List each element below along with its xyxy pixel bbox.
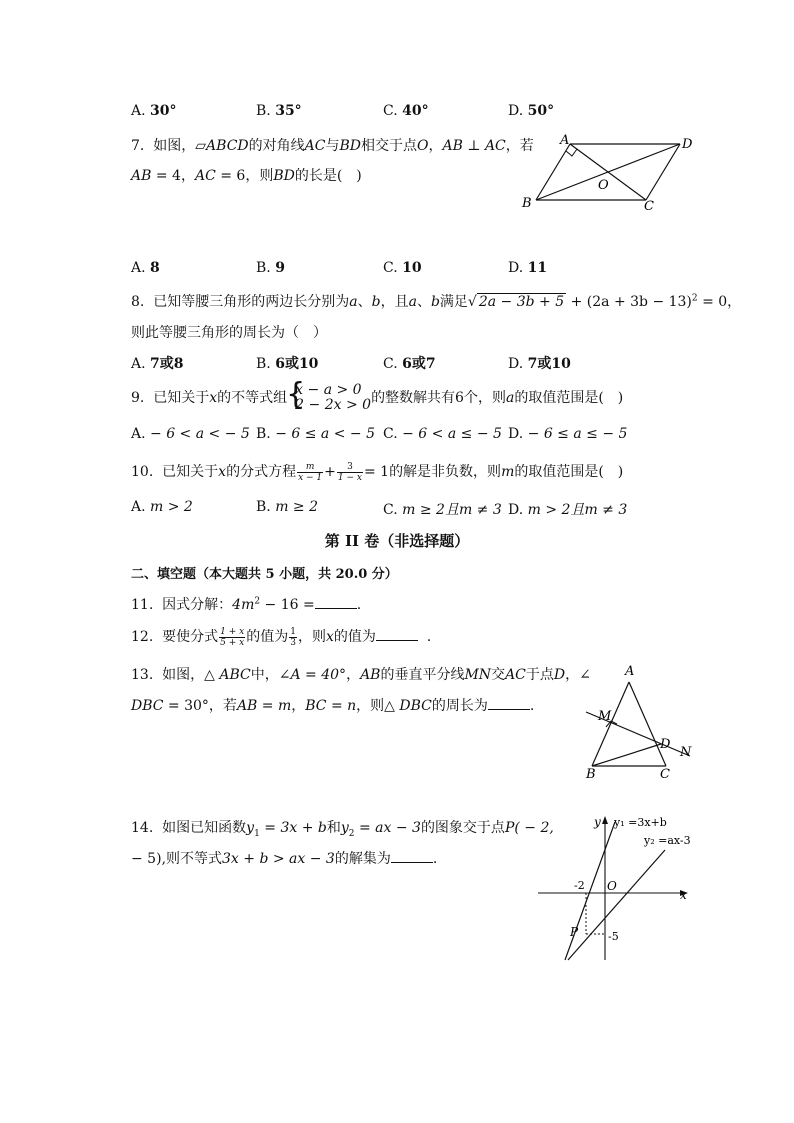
q7-side-ab (536, 144, 570, 200)
q8-option-a: A. 7或8 (131, 356, 184, 372)
q14-stem-line2: − 5),则不等式3x + b > ax − 3的解集为 . (131, 848, 437, 868)
q6-option-c: C. 40° (383, 103, 429, 119)
q10-fraction-2: $\frac{3}{1 - x}$ (337, 461, 362, 483)
q7-right-angle-mark (566, 149, 577, 156)
q7-option-b: B. 9 (256, 260, 285, 276)
section2-title: 二、填空题（本大题共 5 小题，共 20.0 分） (131, 567, 398, 582)
q7-side-dc (646, 144, 680, 200)
q7-label-b: B (522, 196, 532, 211)
q9-option-c: C. − 6 < a ≤ − 5 (383, 426, 502, 442)
q10-option-c: C. m ≥ 2且m ≠ 3 (383, 502, 502, 518)
q7-stem-line1: 7. 如图，▱ABCD的对角线AC与BD相交于点O，AB ⊥ AC，若 (131, 138, 534, 154)
q6-option-a: A. 30° (131, 103, 177, 119)
q14-y-axis-arrow (602, 816, 608, 824)
q11-answer-blank[interactable] (315, 594, 357, 609)
q7-label-c: C (644, 199, 654, 212)
q14-label-y1: y₁ =3x+b (614, 816, 667, 829)
part2-title: 第 II 卷（非选择题） (324, 532, 470, 550)
q6-option-b: B. 35° (256, 103, 302, 119)
q7-label-a: A (560, 133, 570, 148)
q8-stem-line2: 则此等腰三角形的周长为（ ） (131, 325, 327, 341)
q12-value-fraction: $\frac{1}{3}$ (290, 626, 296, 648)
q6-option-d: D. 50° (508, 103, 555, 119)
q7-option-a: A. 8 (131, 260, 160, 276)
q14-label-y-axis: y (594, 815, 601, 829)
q14-label-p: P (570, 925, 579, 939)
q7-stem-line2: AB = 4，AC = 6，则BD的长是( ) (131, 168, 362, 184)
q10-option-b: B. m ≥ 2 (256, 499, 319, 515)
q10-stem: 10. 已知关于x的分式方程 $\frac{m}{x - 1}$ + $\frac{3}{1 - x}$ = 1的解是非负数，则m的取值范围是( ) (131, 461, 624, 483)
q14-line-y2 (568, 850, 665, 960)
q7-option-d: D. 11 (508, 260, 548, 276)
q9-option-a: A. − 6 < a < − 5 (131, 426, 250, 442)
q13-answer-blank[interactable] (488, 695, 530, 710)
q10-fraction-1: $\frac{m}{x - 1}$ (298, 461, 323, 483)
q13-side-ab (592, 682, 629, 766)
q9-option-d: D. − 6 ≤ a ≤ − 5 (508, 426, 628, 442)
q7-label-o: O (598, 178, 609, 193)
q10-option-d: D. m > 2且m ≠ 3 (508, 502, 628, 518)
q14-answer-blank[interactable] (391, 848, 433, 863)
q9-inequality-system: { x − a > 0 2 − 2x > 0 (286, 377, 372, 413)
q13-triangle-figure (580, 660, 700, 785)
q9-option-b: B. − 6 ≤ a < − 5 (256, 426, 375, 442)
q14-label-y2: y₂ =ax-3 (644, 834, 691, 847)
q13-label-b: B (586, 767, 596, 782)
q12-fraction: $\frac{1 + x}{5 + x}$ (220, 626, 245, 648)
q9-stem: 9. 已知关于x的不等式组 { x − a > 0 2 − 2x > 0 的整数解共有6个，则a的取值范围是( ) (131, 377, 624, 413)
q14-graph-figure (530, 810, 710, 965)
q8-option-c: C. 6或7 (383, 356, 436, 372)
q14-label-x-axis: x (680, 888, 687, 902)
q13-segment-bd (592, 744, 661, 766)
question-12: 12. 要使分式 $\frac{1 + x}{5 + x}$ 的值为 $\frac{1}{3}$ ，则x的值为 . (131, 626, 432, 648)
q8-option-d: D. 7或10 (508, 356, 571, 372)
q13-label-m: M (598, 709, 612, 724)
q14-stem-line1: 14. 如图已知函数$y_1 = 3x + b$和$y_2$ = ax − 3的图象交于点P( − 2, (131, 820, 554, 839)
q13-label-c: C (660, 767, 670, 782)
q14-label-neg2: -2 (574, 879, 585, 892)
q13-label-a: A (625, 664, 635, 679)
q13-label-d: D (660, 737, 671, 752)
q14-label-origin: O (607, 879, 617, 893)
q10-option-a: A. m > 2 (131, 499, 193, 515)
q7-option-c: C. 10 (383, 260, 422, 276)
q14-label-neg5: -5 (608, 930, 619, 943)
q8-option-b: B. 6或10 (256, 356, 319, 372)
q13-label-n: N (680, 745, 692, 760)
q8-stem-line1: 8. 已知等腰三角形的两边长分别为a、b，且a、b满足√ $2a - 3b + 5 + (2a + 3b - 13)^2 = 0$， (131, 293, 742, 310)
q7-label-d: D (682, 137, 693, 152)
q13-stem-line2: DBC = 30°，若AB = m，BC = n，则△ DBC的周长为 . (131, 695, 534, 715)
question-11: 11. 因式分解：$4m^2 - 16$ = . (131, 594, 361, 614)
q13-stem-line1: 13. 如图，△ ABC中，∠A = 40°，AB的垂直平分线MN交AC于点D，∠ (131, 667, 591, 683)
q12-answer-blank[interactable] (376, 626, 418, 641)
q7-parallelogram-figure (518, 132, 703, 212)
q13-side-ac (629, 682, 666, 766)
